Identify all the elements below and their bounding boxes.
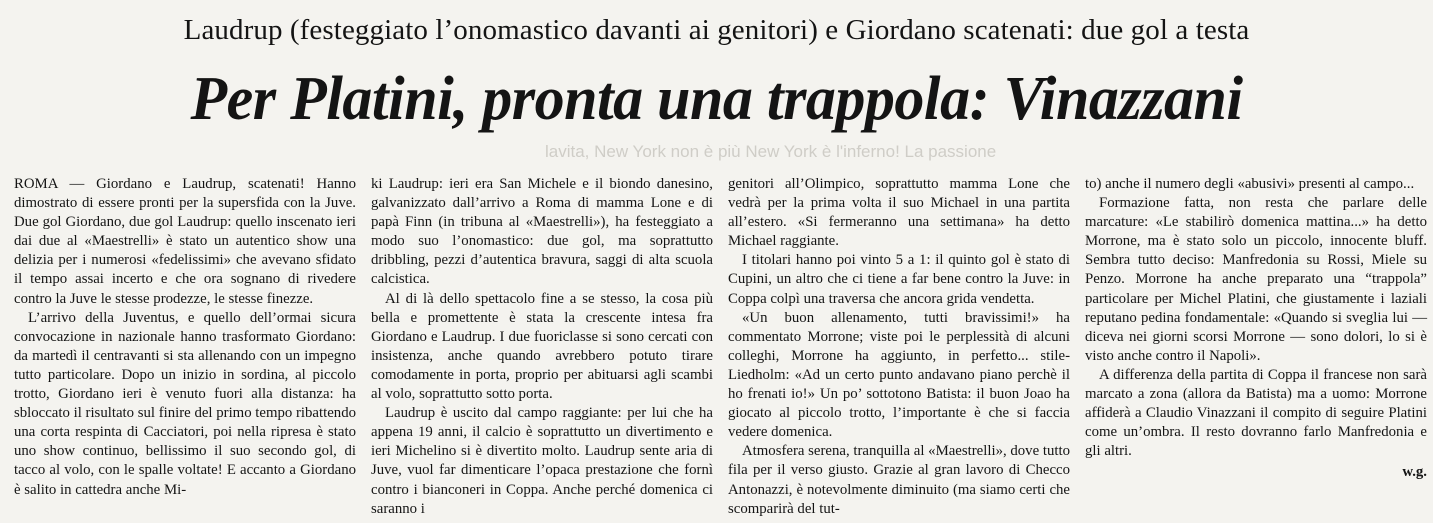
paragraph: Laudrup è uscito dal campo raggiante: per lui che ha appena 19 anni, il calcio è soprattutto un divertimento e ieri Michelino si è divertito molto. Laudrup sente aria di Juve, vuol far dimenticare l’opaca prestazione che fornì contro i bianconeri in Coppa. Anche perché domenica ci saranno i: [371, 405, 713, 517]
author-signature: w.g.: [1402, 464, 1427, 481]
paragraph: Formazione fatta, non resta che parlare delle marcature: «Le stabilirò domenica mattina...» ha detto Morrone, ma è stato solo un piccolo, innocente bluff. Sembra tutto deciso: Manfredonia su Rossi, Miele su Penzo. Morrone ha anche preparato una “trappola” particolare per Michel Platini, che giustamente i laziali reputano pedina fondamentale: «Quando si sveglia lui — diceva nei giorni scorsi Morrone — sono dolori, lo si è visto anche contro il Napoli».: [1085, 195, 1427, 364]
paragraph: Al di là dello spettacolo fine a se stesso, la cosa più bella e promettente è stata la crescente intesa fra Giordano e Laudrup. I due fuoriclasse si sono cercati con insistenza, anche quando avrebbero potuto tirare comodamente in porta, proprio per abituarsi agli scambi al volo, soprattutto sotto porta.: [371, 290, 713, 403]
article-column-3: [728, 175, 1070, 521]
paragraph: «Un buon allenamento, tutti bravissimi!» ha commentato Morrone; viste poi le perplessità di alcuni colleghi, Morrone ha aggiunto, in perfetto... stile-Liedholm: «Ad un certo punto andavano piano perchè il ho frenati io!» Un po’ sottotono Batista: il buon Joao ha giocato al piccolo trotto, l’importante è che si faccia vedere domenica.: [728, 309, 1070, 441]
faded-underlay-text: lavita, New York non è più New York è l'inferno! La passione: [545, 142, 997, 161]
paragraph: I titolari hanno poi vinto 5 a 1: il quinto gol è stato di Cupini, un altro che ci tiene a far bene contro la Juve: in Coppa colpì una traversa che ancora grida vendetta.: [728, 252, 1070, 307]
article-column-4: [1085, 175, 1427, 521]
headline: Per Platini, pronta una trappola: Vinazzani: [190, 63, 1243, 133]
paragraph: Atmosfera serena, tranquilla al «Maestrelli», dove tutto fila per il verso giusto. Grazie al gran lavoro di Checco Antonazzi, è notevolmente diminuito (ma siamo certi che scomparirà del tut-: [728, 443, 1070, 517]
paragraph: L’arrivo della Juventus, e quello dell’ormai sicura convocazione in nazionale hanno trasformato Giordano: da martedì il centravanti si sta allenando con un impegno tutto particolare. Dopo un inizio in sordina, al piccolo trotto, Giordano ieri è venuto fuori alla distanza: ha sbloccato il risultato sul finire del primo tempo ribattendo una corta respinta di Cacciatori, poi nella ripresa è stato uno show continuo, bellissimo il suo secondo gol, di tacco al volo, con le spalle voltate! E accanto a Giordano è salito in cattedra anche Mi-: [14, 309, 356, 498]
article-column-1: [14, 175, 356, 521]
paragraph: ROMA — Giordano e Laudrup, scatenati! Hanno dimostrato di essere pronti per la supersfida con la Juve. Due gol Giordano, due gol Laudrup: quello inscenato ieri dai due al «Maestrelli» è stato un autentico show una delizia per i numerosi «fedelissimi» che avevano sfidato il tempo assai incerto e che ora sognano di rivedere contro la Juve le stesse prodezze, le stesse finezze.: [14, 176, 356, 307]
paragraph: to) anche il numero degli «abusivi» presenti al campo...: [1085, 176, 1415, 192]
paragraph: A differenza della partita di Coppa il francese non sarà marcato a zona (allora da Batista) ma a uomo: Morrone affiderà a Claudio Vinazzani il compito di seguire Platini come un’ombra. Il resto dovranno farlo Manfredonia e gli altri.: [1085, 366, 1427, 460]
overline: Laudrup (festeggiato l’onomastico davanti ai genitori) e Giordano scatenati: due gol a testa: [183, 14, 1250, 46]
paragraph: ki Laudrup: ieri era San Michele e il biondo danesino, galvanizzato dall’arrivo a Roma di mamma Lone e di papà Finn (in tribuna al «Maestrelli»), ha festeggiato a modo suo l’onomastico: due gol, ma soprattutto dribbling, pezzi d’autentica bravura, saggi di alta scuola calcistica.: [371, 176, 713, 288]
paragraph: genitori all’Olimpico, soprattutto mamma Lone che vedrà per la prima volta il suo Michael in una partita all’estero. «Si fermeranno una settimana» ha detto Michael raggiante.: [728, 176, 1070, 250]
article-body: [14, 175, 1427, 521]
article-column-2: [371, 175, 713, 521]
